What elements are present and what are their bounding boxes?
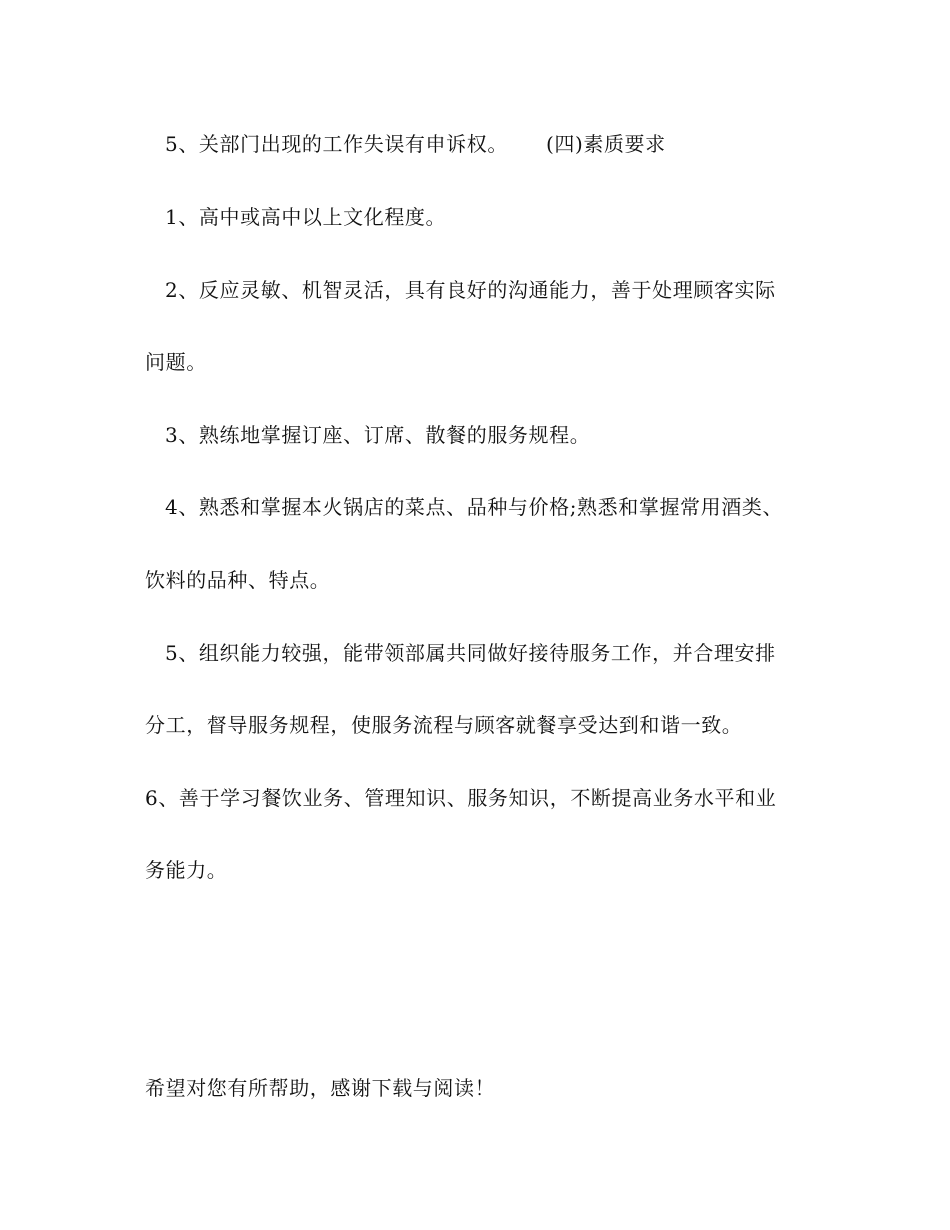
requirement-1: 1、高中或高中以上文化程度。 (165, 205, 447, 229)
requirement-2-continued: 问题。 (145, 350, 207, 374)
section-heading-quality-requirements: (四)素质要求 (545, 132, 666, 156)
requirement-4-continued: 饮料的品种、特点。 (145, 568, 331, 592)
requirement-2: 2、反应灵敏、机智灵活，具有良好的沟通能力，善于处理顾客实际 (165, 278, 776, 302)
requirement-6-continued: 务能力。 (145, 858, 228, 882)
line-appeal-right (165, 130, 835, 158)
closing-message: 希望对您有所帮助，感谢下载与阅读！ (145, 1076, 496, 1100)
requirement-3: 3、熟练地掌握订座、订席、散餐的服务规程。 (165, 423, 591, 447)
requirement-4: 4、熟悉和掌握本火锅店的菜点、品种与价格;熟悉和掌握常用酒类、 (165, 495, 784, 519)
appeal-right-text: 5、关部门出现的工作失误有申诉权。 (165, 132, 508, 156)
requirement-5-continued: 分工，督导服务规程，使服务流程与顾客就餐享受达到和谐一致。 (145, 713, 743, 737)
requirement-5: 5、组织能力较强，能带领部属共同做好接待服务工作，并合理安排 (165, 641, 776, 665)
requirement-6: 6、善于学习餐饮业务、管理知识、服务知识，不断提高业务水平和业 (145, 786, 777, 810)
